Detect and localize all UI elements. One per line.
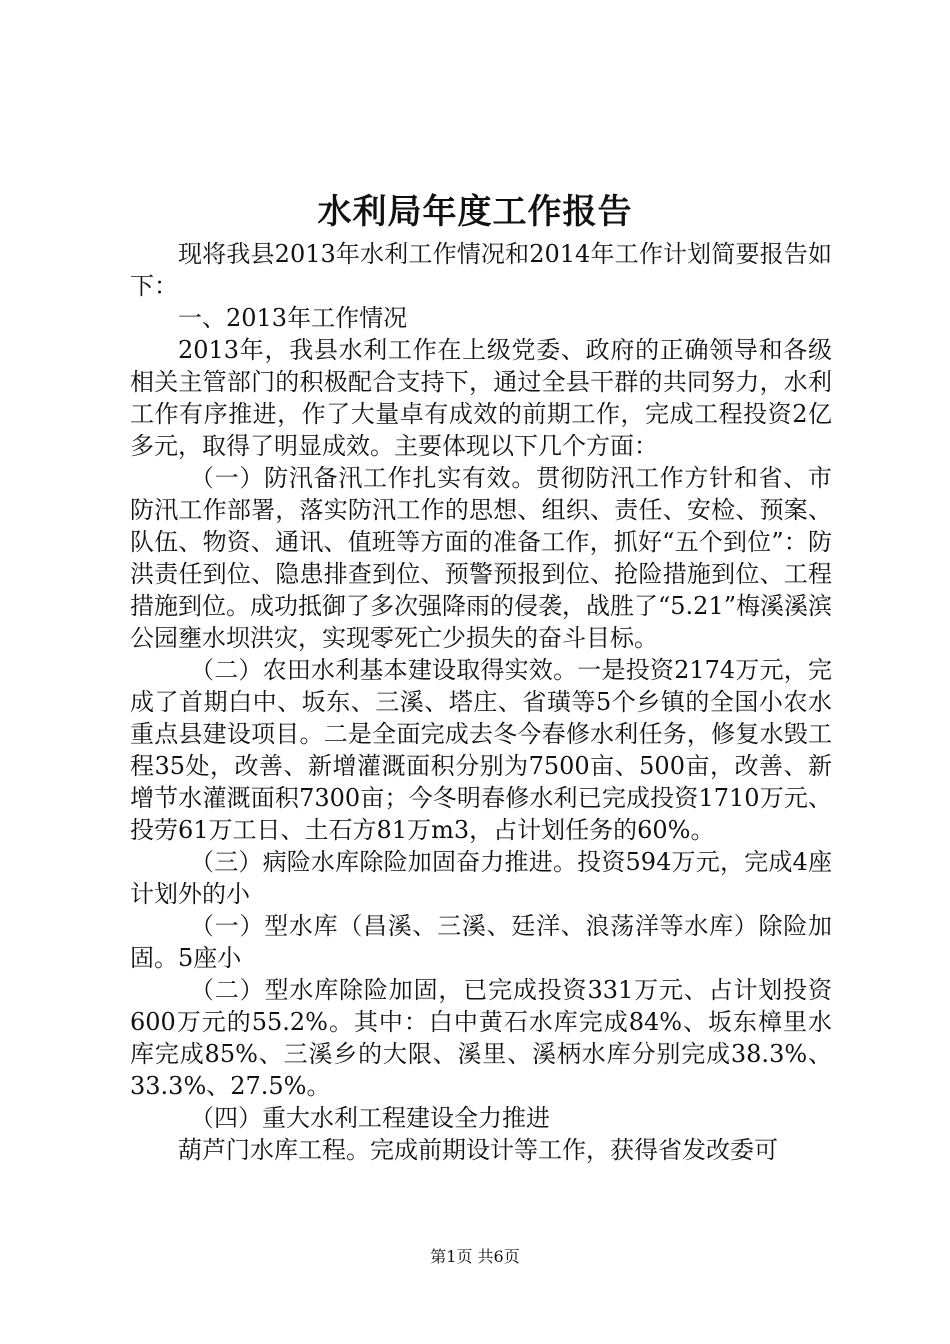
paragraph-intro: 现将我县2013年水利工作情况和2014年工作计划简要报告如下： [130, 240, 832, 300]
document-title: 水利局年度工作报告 [317, 192, 633, 232]
paragraph-small-reservoir-2: （二）型水库除险加固，已完成投资331万元、占计划投资600万元的55.2%。其中：白中黄石水库完成84%、坂东樟里水库完成85%、三溪乡的大限、溪里、溪柄水库分别完成38.3%、33.3%、27.5%。 [130, 976, 832, 1100]
paragraph-reservoir-reinforcement: （三）病险水库除险加固奋力推进。投资594万元，完成4座计划外的小 [130, 848, 832, 908]
paragraph-small-reservoir-1: （一）型水库（昌溪、三溪、廷洋、浪荡洋等水库）除险加固。5座小 [130, 912, 832, 972]
section-heading-major-projects: （四）重大水利工程建设全力推进 [190, 1104, 550, 1132]
paragraph-hulumen-reservoir: 葫芦门水库工程。完成前期设计等工作，获得省发改委可 [178, 1136, 778, 1164]
document-body [130, 238, 832, 1166]
paragraph-farmland-irrigation: （二）农田水利基本建设取得实效。一是投资2174万元，完成了首期白中、坂东、三溪、塔庄、省璜等5个乡镇的全国小农水重点县建设项目。二是全面完成去冬今春修水利任务，修复水毁工程35处，改善、新增灌溉面积分别为7500亩、500亩，改善、新增节水灌溉面积7300亩；今冬明春修水利已完成投资1710万元、投劳61万工日、土石方81万m3，占计划任务的60%。 [130, 656, 832, 844]
paragraph-flood-control: （一）防汛备汛工作扎实有效。贯彻防汛工作方针和省、市防汛工作部署，落实防汛工作的思想、组织、责任、安检、预案、队伍、物资、通讯、值班等方面的准备工作，抓好“五个到位”：防洪责任到位、隐患排查到位、预警预报到位、抢险措施到位、工程措施到位。成功抵御了多次强降雨的侵袭，战胜了“5.21”梅溪溪滨公园壅水坝洪灾，实现零死亡少损失的奋斗目标。 [130, 464, 832, 652]
page-footer: 第1页 共6页 [430, 1247, 520, 1266]
paragraph-summary: 2013年，我县水利工作在上级党委、政府的正确领导和各级相关主管部门的积极配合支持下，通过全县干群的共同努力，水利工作有序推进，作了大量卓有成效的前期工作，完成工程投资2亿多元，取得了明显成效。主要体现以下几个方面： [130, 336, 832, 460]
section-heading-2013: 一、2013年工作情况 [178, 304, 408, 332]
